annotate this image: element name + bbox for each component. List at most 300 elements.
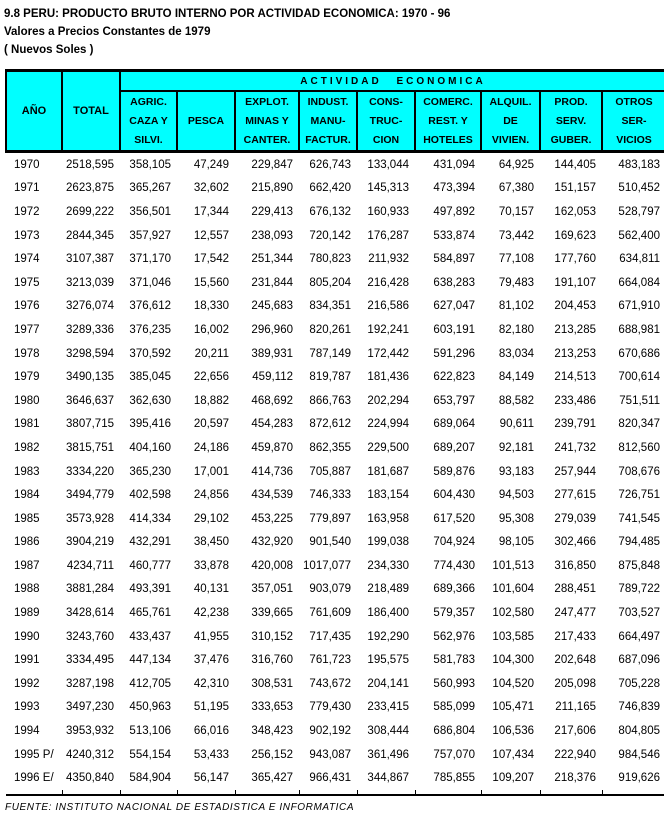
value-cell-indust: 705,887 bbox=[309, 465, 351, 478]
value-cell-prod: 222,940 bbox=[554, 748, 596, 761]
value-cell-alquil: 94,503 bbox=[498, 489, 534, 502]
value-cell-constr: 160,933 bbox=[367, 205, 409, 218]
year-cell: 1970 bbox=[14, 158, 40, 171]
value-cell-agric: 395,416 bbox=[129, 418, 171, 431]
value-cell-explot: 432,920 bbox=[251, 536, 293, 549]
value-cell-total: 3334,495 bbox=[66, 654, 114, 667]
value-cell-agric: 412,705 bbox=[129, 677, 171, 690]
tick-cell bbox=[120, 790, 177, 795]
value-cell-pesca: 56,147 bbox=[193, 772, 229, 785]
col-header-line: VIVIEN. bbox=[491, 133, 530, 146]
col-header-indust bbox=[299, 91, 357, 152]
col-header-total: TOTAL bbox=[62, 71, 120, 152]
value-cell-constr: 181,687 bbox=[367, 465, 409, 478]
value-cell-agric: 554,154 bbox=[129, 748, 171, 761]
value-cell-alquil: 64,925 bbox=[498, 158, 534, 171]
value-cell-indust: 966,431 bbox=[309, 772, 351, 785]
col-header-ano: AÑO bbox=[6, 71, 62, 152]
table-row bbox=[6, 224, 664, 248]
value-cell-comerc: 604,430 bbox=[433, 489, 475, 502]
value-cell-comerc: 591,296 bbox=[433, 347, 475, 360]
value-cell-agric: 358,105 bbox=[129, 158, 171, 171]
value-cell-constr: 216,586 bbox=[367, 300, 409, 313]
table-row bbox=[6, 318, 664, 342]
value-cell-indust: 819,787 bbox=[309, 371, 351, 384]
value-cell-agric: 365,230 bbox=[129, 465, 171, 478]
value-cell-explot: 454,283 bbox=[251, 418, 293, 431]
value-cell-otros: 687,096 bbox=[618, 654, 660, 667]
value-cell-constr: 202,294 bbox=[367, 394, 409, 407]
value-cell-alquil: 77,108 bbox=[498, 253, 534, 266]
tick-cell bbox=[62, 790, 120, 795]
value-cell-constr: 172,442 bbox=[367, 347, 409, 360]
table-header bbox=[6, 71, 664, 152]
table-row bbox=[6, 483, 664, 507]
value-cell-explot: 414,736 bbox=[251, 465, 293, 478]
value-cell-indust: 820,261 bbox=[309, 323, 351, 336]
value-cell-explot: 348,423 bbox=[251, 725, 293, 738]
table-row bbox=[6, 436, 664, 460]
bottom-tick-row bbox=[6, 790, 664, 795]
table-row bbox=[6, 601, 664, 625]
value-cell-explot: 231,844 bbox=[251, 276, 293, 289]
value-cell-total: 4350,840 bbox=[66, 772, 114, 785]
value-cell-alquil: 98,105 bbox=[498, 536, 534, 549]
value-cell-agric: 376,235 bbox=[129, 323, 171, 336]
value-cell-otros: 664,084 bbox=[618, 276, 660, 289]
value-cell-comerc: 785,855 bbox=[433, 772, 475, 785]
year-cell: 1990 bbox=[14, 630, 40, 643]
value-cell-pesca: 24,186 bbox=[193, 441, 229, 454]
value-cell-otros: 751,511 bbox=[619, 394, 660, 407]
value-cell-indust: 720,142 bbox=[309, 229, 351, 242]
value-cell-agric: 465,761 bbox=[129, 607, 171, 620]
table-row bbox=[6, 295, 664, 319]
year-cell: 1981 bbox=[14, 418, 40, 431]
value-cell-total: 2623,875 bbox=[66, 182, 114, 195]
year-cell: 1989 bbox=[14, 607, 40, 620]
value-cell-pesca: 29,102 bbox=[193, 512, 229, 525]
value-cell-explot: 229,847 bbox=[251, 158, 293, 171]
col-header-line: SILVI. bbox=[134, 133, 163, 146]
value-cell-constr: 218,489 bbox=[367, 583, 409, 596]
value-cell-comerc: 589,876 bbox=[433, 465, 475, 478]
table-row bbox=[6, 554, 664, 578]
value-cell-explot: 245,683 bbox=[251, 300, 293, 313]
table-row bbox=[6, 152, 664, 177]
page-title: 9.8 PERU: PRODUCTO BRUTO INTERNO POR ACTIVIDAD ECONOMICA: 1970 - 96 bbox=[4, 8, 451, 20]
value-cell-pesca: 53,433 bbox=[193, 748, 229, 761]
value-cell-alquil: 103,585 bbox=[492, 630, 534, 643]
value-cell-indust: 903,079 bbox=[309, 583, 351, 596]
value-cell-constr: 233,415 bbox=[367, 701, 409, 714]
gdp-table bbox=[5, 69, 664, 796]
col-header-line: CONS- bbox=[369, 95, 403, 108]
value-cell-indust: 676,132 bbox=[309, 205, 351, 218]
value-cell-explot: 310,152 bbox=[251, 630, 293, 643]
col-header-line: PROD. bbox=[554, 95, 588, 108]
value-cell-indust: 626,743 bbox=[309, 158, 351, 171]
year-cell: 1976 bbox=[14, 300, 40, 313]
value-cell-indust: 866,763 bbox=[309, 394, 351, 407]
value-cell-prod: 213,253 bbox=[554, 347, 596, 360]
value-cell-otros: 634,811 bbox=[619, 253, 660, 266]
table-row bbox=[6, 365, 664, 389]
value-cell-alquil: 105,471 bbox=[492, 701, 534, 714]
value-cell-prod: 205,098 bbox=[554, 677, 596, 690]
year-cell: 1995 P/ bbox=[14, 748, 54, 761]
value-cell-prod: 214,513 bbox=[554, 371, 596, 384]
value-cell-prod: 302,466 bbox=[554, 536, 596, 549]
col-header-line: MINAS Y bbox=[245, 114, 289, 127]
value-cell-otros: 703,527 bbox=[618, 607, 660, 620]
value-cell-comerc: 774,430 bbox=[433, 559, 475, 572]
value-cell-alquil: 104,520 bbox=[492, 677, 534, 690]
value-cell-explot: 333,653 bbox=[251, 701, 293, 714]
value-cell-otros: 671,910 bbox=[618, 300, 660, 313]
value-cell-pesca: 17,001 bbox=[193, 465, 229, 478]
col-header-explot bbox=[235, 91, 299, 152]
value-cell-otros: 794,485 bbox=[618, 536, 660, 549]
value-cell-total: 3243,760 bbox=[66, 630, 114, 643]
value-cell-otros: 726,751 bbox=[618, 489, 660, 502]
value-cell-comerc: 757,070 bbox=[433, 748, 475, 761]
value-cell-pesca: 17,542 bbox=[193, 253, 229, 266]
value-cell-agric: 376,612 bbox=[129, 300, 171, 313]
value-cell-comerc: 638,283 bbox=[433, 276, 475, 289]
value-cell-indust: 1017,077 bbox=[303, 559, 351, 572]
value-cell-constr: 234,330 bbox=[367, 559, 409, 572]
col-header-pesca bbox=[177, 91, 235, 152]
value-cell-total: 3289,336 bbox=[66, 323, 114, 336]
col-header-line: TRUC- bbox=[369, 114, 403, 127]
value-cell-comerc: 622,823 bbox=[433, 371, 475, 384]
value-cell-constr: 186,400 bbox=[367, 607, 409, 620]
subtitle-values-note: Valores a Precios Constantes de 1979 bbox=[4, 26, 211, 38]
value-cell-indust: 902,192 bbox=[309, 725, 351, 738]
year-cell: 1994 bbox=[14, 725, 40, 738]
value-cell-constr: 176,287 bbox=[367, 229, 409, 242]
value-cell-prod: 211,165 bbox=[555, 701, 596, 714]
value-cell-indust: 743,672 bbox=[309, 677, 351, 690]
year-cell: 1991 bbox=[14, 654, 40, 667]
value-cell-prod: 217,433 bbox=[554, 630, 596, 643]
value-cell-prod: 191,107 bbox=[554, 276, 596, 289]
value-cell-comerc: 431,094 bbox=[433, 158, 475, 171]
value-cell-constr: 199,038 bbox=[367, 536, 409, 549]
value-cell-constr: 181,436 bbox=[367, 371, 409, 384]
value-cell-agric: 433,437 bbox=[129, 630, 171, 643]
value-cell-indust: 805,204 bbox=[309, 276, 351, 289]
year-cell: 1984 bbox=[14, 489, 40, 502]
value-cell-pesca: 33,878 bbox=[193, 559, 229, 572]
value-cell-alquil: 95,308 bbox=[498, 512, 534, 525]
year-cell: 1993 bbox=[14, 701, 40, 714]
value-cell-total: 3334,220 bbox=[66, 465, 114, 478]
value-cell-total: 3881,284 bbox=[66, 583, 114, 596]
value-cell-comerc: 581,783 bbox=[433, 654, 475, 667]
value-cell-otros: 708,676 bbox=[618, 465, 660, 478]
value-cell-pesca: 18,882 bbox=[193, 394, 229, 407]
value-cell-comerc: 603,191 bbox=[433, 323, 475, 336]
table-row bbox=[6, 342, 664, 366]
value-cell-indust: 717,435 bbox=[309, 630, 351, 643]
value-cell-agric: 402,598 bbox=[129, 489, 171, 502]
tick-cell bbox=[415, 790, 481, 795]
table-row bbox=[6, 389, 664, 413]
year-cell: 1985 bbox=[14, 512, 40, 525]
value-cell-otros: 688,981 bbox=[618, 323, 660, 336]
value-cell-prod: 218,376 bbox=[554, 772, 596, 785]
table-row bbox=[6, 271, 664, 295]
value-cell-pesca: 20,597 bbox=[193, 418, 229, 431]
value-cell-alquil: 84,149 bbox=[498, 371, 534, 384]
col-header-line: PESCA bbox=[187, 114, 225, 127]
value-cell-explot: 459,870 bbox=[251, 441, 293, 454]
year-cell: 1982 bbox=[14, 441, 40, 454]
col-header-line: HOTELES bbox=[423, 133, 473, 146]
value-cell-comerc: 689,064 bbox=[433, 418, 475, 431]
value-cell-pesca: 37,476 bbox=[193, 654, 229, 667]
value-cell-comerc: 627,047 bbox=[433, 300, 475, 313]
value-cell-agric: 371,170 bbox=[129, 253, 171, 266]
value-cell-constr: 195,575 bbox=[367, 654, 409, 667]
tick-cell bbox=[177, 790, 235, 795]
year-cell: 1978 bbox=[14, 347, 40, 360]
table-row bbox=[6, 648, 664, 672]
col-header-line: CANTER. bbox=[243, 133, 291, 146]
source-note: FUENTE: INSTITUTO NACIONAL DE ESTADISTICA E INFORMATICA bbox=[5, 802, 355, 814]
value-cell-explot: 316,760 bbox=[251, 654, 293, 667]
table-row bbox=[6, 460, 664, 484]
value-cell-agric: 385,045 bbox=[129, 371, 171, 384]
value-cell-total: 2844,345 bbox=[66, 229, 114, 242]
value-cell-alquil: 109,207 bbox=[492, 772, 534, 785]
value-cell-comerc: 585,099 bbox=[433, 701, 475, 714]
col-header-comerc bbox=[415, 91, 481, 152]
table-row bbox=[6, 413, 664, 437]
value-cell-prod: 213,285 bbox=[554, 323, 596, 336]
value-cell-explot: 238,093 bbox=[251, 229, 293, 242]
value-cell-explot: 251,344 bbox=[251, 253, 293, 266]
value-cell-total: 2699,222 bbox=[66, 205, 114, 218]
value-cell-constr: 344,867 bbox=[367, 772, 409, 785]
subtitle-units-note: ( Nuevos Soles ) bbox=[4, 44, 94, 56]
value-cell-pesca: 42,238 bbox=[193, 607, 229, 620]
year-cell: 1977 bbox=[14, 323, 40, 336]
tick-cell bbox=[540, 790, 602, 795]
value-cell-pesca: 12,557 bbox=[193, 229, 229, 242]
value-cell-comerc: 560,993 bbox=[433, 677, 475, 690]
value-cell-otros: 984,546 bbox=[618, 748, 660, 761]
table-row bbox=[6, 672, 664, 696]
tick-cell bbox=[299, 790, 357, 795]
year-cell: 1974 bbox=[14, 253, 40, 266]
value-cell-alquil: 101,604 bbox=[492, 583, 534, 596]
value-cell-constr: 133,044 bbox=[367, 158, 409, 171]
value-cell-agric: 365,267 bbox=[129, 182, 171, 195]
value-cell-total: 3807,715 bbox=[66, 418, 114, 431]
value-cell-explot: 229,413 bbox=[251, 205, 293, 218]
value-cell-alquil: 70,157 bbox=[498, 205, 534, 218]
col-header-line: REST. Y bbox=[428, 114, 468, 127]
value-cell-total: 3276,074 bbox=[66, 300, 114, 313]
value-cell-pesca: 40,131 bbox=[193, 583, 229, 596]
year-cell: 1983 bbox=[14, 465, 40, 478]
value-cell-total: 3497,230 bbox=[66, 701, 114, 714]
value-cell-agric: 356,501 bbox=[129, 205, 171, 218]
value-cell-explot: 434,539 bbox=[251, 489, 293, 502]
value-cell-alquil: 104,300 bbox=[492, 654, 534, 667]
value-cell-comerc: 689,366 bbox=[433, 583, 475, 596]
table-body bbox=[6, 152, 664, 796]
value-cell-comerc: 562,976 bbox=[433, 630, 475, 643]
value-cell-pesca: 32,602 bbox=[193, 182, 229, 195]
value-cell-prod: 288,451 bbox=[554, 583, 596, 596]
col-header-constr bbox=[357, 91, 415, 152]
table-row bbox=[6, 696, 664, 720]
value-cell-otros: 528,797 bbox=[618, 205, 660, 218]
value-cell-constr: 361,496 bbox=[367, 748, 409, 761]
value-cell-indust: 761,723 bbox=[309, 654, 351, 667]
col-header-agric bbox=[120, 91, 177, 152]
value-cell-explot: 256,152 bbox=[251, 748, 293, 761]
value-cell-otros: 664,497 bbox=[618, 630, 660, 643]
value-cell-total: 2518,595 bbox=[66, 158, 114, 171]
value-cell-indust: 943,087 bbox=[309, 748, 351, 761]
value-cell-constr: 308,444 bbox=[367, 725, 409, 738]
table-row bbox=[6, 247, 664, 271]
col-header-alquil bbox=[481, 91, 540, 152]
value-cell-otros: 812,560 bbox=[618, 441, 660, 454]
tick-cell bbox=[357, 790, 415, 795]
value-cell-prod: 239,791 bbox=[554, 418, 596, 431]
value-cell-indust: 862,355 bbox=[309, 441, 351, 454]
col-header-line: FACTUR. bbox=[305, 133, 351, 146]
value-cell-constr: 211,932 bbox=[368, 253, 409, 266]
value-cell-indust: 901,540 bbox=[309, 536, 351, 549]
value-cell-constr: 229,500 bbox=[367, 441, 409, 454]
value-cell-total: 3428,614 bbox=[66, 607, 114, 620]
value-cell-otros: 700,614 bbox=[618, 371, 660, 384]
value-cell-pesca: 51,195 bbox=[193, 701, 229, 714]
activity-group-header: ACTIVIDAD ECONOMICA bbox=[120, 71, 664, 92]
header-group-row bbox=[6, 71, 664, 92]
value-cell-alquil: 92,181 bbox=[498, 441, 534, 454]
value-cell-indust: 746,333 bbox=[309, 489, 351, 502]
value-cell-total: 3298,594 bbox=[66, 347, 114, 360]
value-cell-total: 3494,779 bbox=[66, 489, 114, 502]
value-cell-otros: 483,183 bbox=[618, 158, 660, 171]
value-cell-prod: 277,615 bbox=[554, 489, 596, 502]
value-cell-explot: 420,008 bbox=[251, 559, 293, 572]
value-cell-otros: 705,228 bbox=[618, 677, 660, 690]
value-cell-agric: 584,904 bbox=[129, 772, 171, 785]
tick-cell bbox=[6, 790, 62, 795]
value-cell-agric: 513,106 bbox=[129, 725, 171, 738]
value-cell-alquil: 73,442 bbox=[498, 229, 534, 242]
value-cell-comerc: 473,394 bbox=[433, 182, 475, 195]
value-cell-total: 3953,932 bbox=[66, 725, 114, 738]
table-row bbox=[6, 200, 664, 224]
value-cell-indust: 761,609 bbox=[309, 607, 351, 620]
value-cell-constr: 216,428 bbox=[367, 276, 409, 289]
value-cell-agric: 493,391 bbox=[129, 583, 171, 596]
value-cell-pesca: 38,450 bbox=[193, 536, 229, 549]
value-cell-pesca: 47,249 bbox=[193, 158, 229, 171]
value-cell-indust: 662,420 bbox=[309, 182, 351, 195]
value-cell-agric: 371,046 bbox=[129, 276, 171, 289]
value-cell-explot: 339,665 bbox=[251, 607, 293, 620]
value-cell-pesca: 41,955 bbox=[193, 630, 229, 643]
value-cell-prod: 217,606 bbox=[554, 725, 596, 738]
value-cell-agric: 362,630 bbox=[129, 394, 171, 407]
value-cell-alquil: 83,034 bbox=[498, 347, 534, 360]
value-cell-otros: 746,839 bbox=[618, 701, 660, 714]
value-cell-total: 4234,711 bbox=[66, 559, 114, 572]
value-cell-agric: 450,963 bbox=[129, 701, 171, 714]
value-cell-comerc: 686,804 bbox=[433, 725, 475, 738]
value-cell-comerc: 653,797 bbox=[433, 394, 475, 407]
value-cell-prod: 177,760 bbox=[554, 253, 596, 266]
value-cell-indust: 779,897 bbox=[309, 512, 351, 525]
tick-cell bbox=[235, 790, 299, 795]
year-cell: 1986 bbox=[14, 536, 40, 549]
value-cell-explot: 215,890 bbox=[251, 182, 293, 195]
tick-cell bbox=[602, 790, 664, 795]
value-cell-prod: 169,623 bbox=[554, 229, 596, 242]
table-row bbox=[6, 531, 664, 555]
value-cell-agric: 357,927 bbox=[129, 229, 171, 242]
value-cell-alquil: 101,513 bbox=[492, 559, 534, 572]
value-cell-pesca: 42,310 bbox=[193, 677, 229, 690]
value-cell-prod: 233,486 bbox=[554, 394, 596, 407]
col-header-line: EXPLOT. bbox=[245, 95, 289, 108]
value-cell-alquil: 102,580 bbox=[492, 607, 534, 620]
value-cell-pesca: 22,656 bbox=[193, 371, 229, 384]
value-cell-alquil: 93,183 bbox=[498, 465, 534, 478]
value-cell-pesca: 16,002 bbox=[193, 323, 229, 336]
value-cell-alquil: 90,611 bbox=[499, 418, 534, 431]
value-cell-total: 4240,312 bbox=[66, 748, 114, 761]
tick-cell bbox=[481, 790, 540, 795]
value-cell-prod: 162,053 bbox=[554, 205, 596, 218]
value-cell-pesca: 20,211 bbox=[194, 347, 229, 360]
value-cell-otros: 510,452 bbox=[618, 182, 660, 195]
value-cell-explot: 459,112 bbox=[252, 371, 293, 384]
table-row bbox=[6, 578, 664, 602]
value-cell-comerc: 617,520 bbox=[433, 512, 475, 525]
col-header-line: MANU- bbox=[310, 114, 346, 127]
value-cell-constr: 163,958 bbox=[367, 512, 409, 525]
value-cell-prod: 279,039 bbox=[554, 512, 596, 525]
value-cell-total: 3107,387 bbox=[66, 253, 114, 266]
value-cell-explot: 453,225 bbox=[251, 512, 293, 525]
value-cell-explot: 365,427 bbox=[251, 772, 293, 785]
col-header-line: OTROS bbox=[615, 95, 653, 108]
col-header-line: COMERC. bbox=[423, 95, 473, 108]
year-cell: 1975 bbox=[14, 276, 40, 289]
value-cell-total: 3573,928 bbox=[66, 512, 114, 525]
value-cell-agric: 460,777 bbox=[129, 559, 171, 572]
col-header-line: SER- bbox=[621, 114, 647, 127]
value-cell-constr: 183,154 bbox=[367, 489, 409, 502]
table-row bbox=[6, 743, 664, 767]
table-row bbox=[6, 625, 664, 649]
value-cell-alquil: 81,102 bbox=[498, 300, 534, 313]
value-cell-total: 3287,198 bbox=[66, 677, 114, 690]
value-cell-agric: 370,592 bbox=[129, 347, 171, 360]
